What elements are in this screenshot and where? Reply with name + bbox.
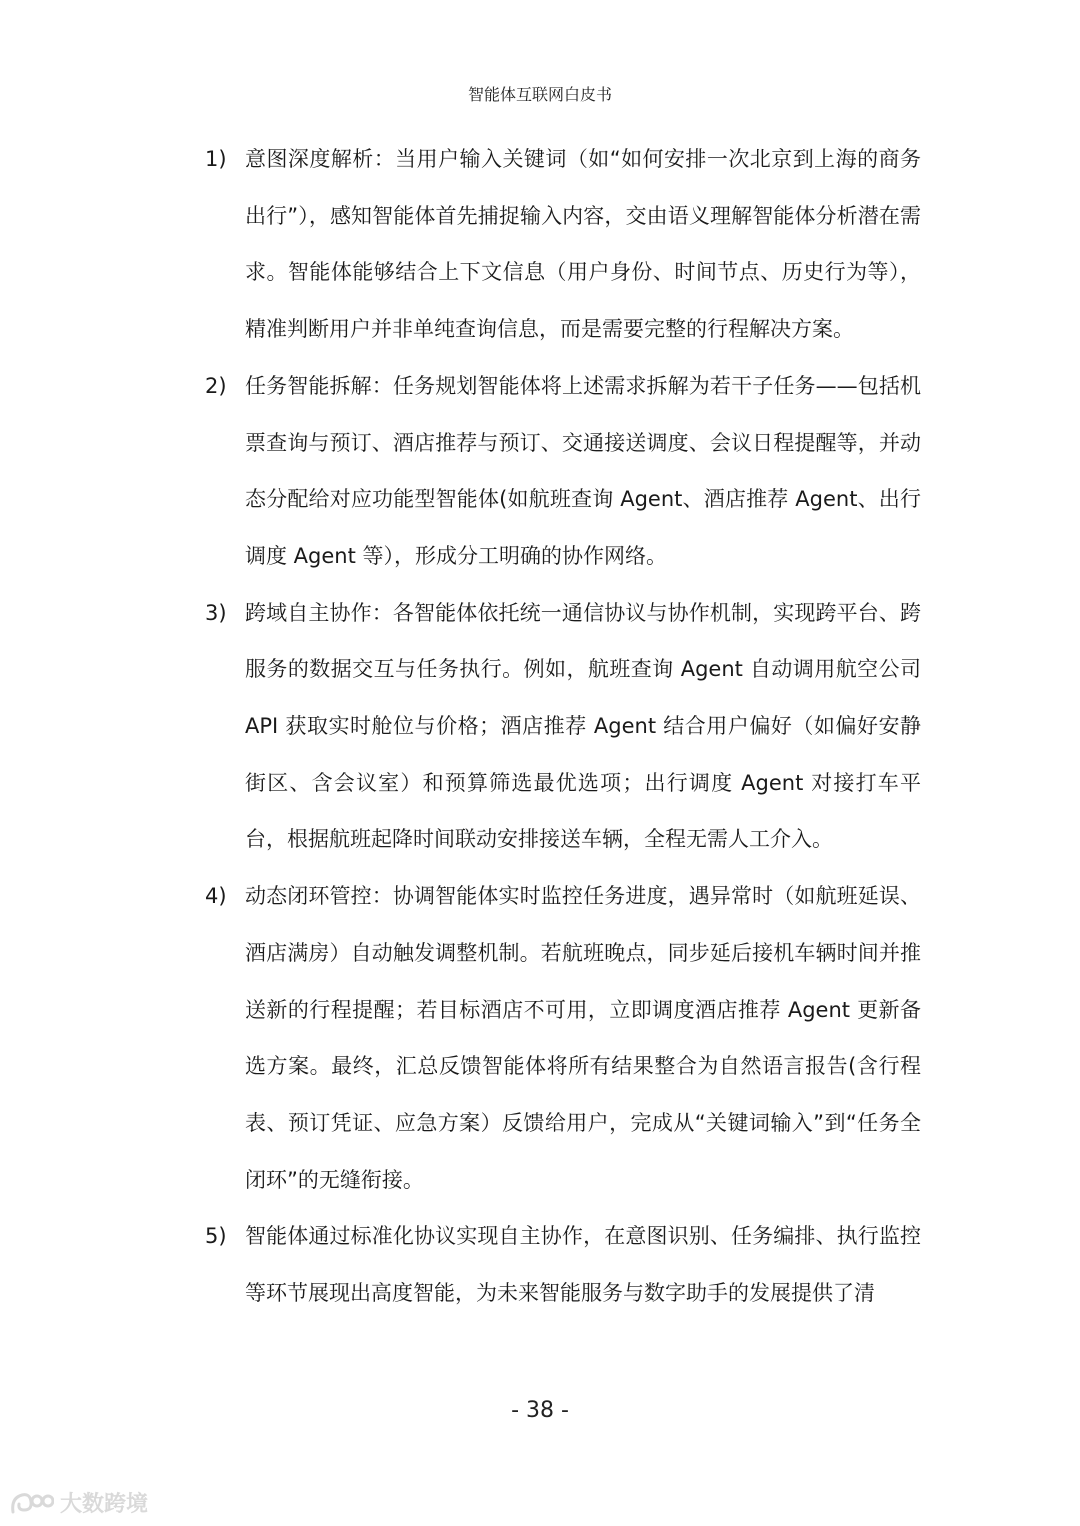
list-item-text: 动态闭环管控：协调智能体实时监控任务进度，遇异常时（如航班延误、酒店满房）自动触发调整机制。若航班晚点，同步延后接机车辆时间并推送新的行程提醒；若目标酒店不可用，立即调度酒店推荐 Agent 更新备选方案。最终，汇总反馈智能体将所有结果整合为自然语言报告(含行程表、预订凭证、应急方案）反馈给用户，完成从“关键词输入”到“任务全闭环”的无缝衔接。 [245,884,921,1192]
list-item [205,868,921,1208]
list-item [205,585,921,869]
list-item-number: 4) [205,884,227,909]
document-body [205,131,921,1322]
list-item-number: 3) [205,600,227,625]
watermark-text: 大数跨境 [60,1492,149,1517]
list-item-number: 1) [205,147,227,171]
list-item-text: 跨域自主协作：各智能体依托统一通信协议与协作机制，实现跨平台、跨服务的数据交互与任务执行。例如，航班查询 Agent 自动调用航空公司 API 获取实时舱位与价格；酒店推荐 Agent 结合用户偏好（如偏好安静街区、含会议室）和预算筛选最优选项；出行调度 Agent 对接打车平台，根据航班起降时间联动安排接送车辆，全程无需人工介入。 [245,600,921,852]
list-item [205,358,921,585]
brand-logo-icon [10,1490,54,1516]
list-item [205,131,921,358]
list-item [205,1208,921,1321]
page-number: - 38 - [511,1398,569,1423]
page-header: 智能体互联网白皮书 [467,85,612,104]
list-item-text: 智能体通过标准化协议实现自主协作，在意图识别、任务编排、执行监控等环节展现出高度智能，为未来智能服务与数字助手的发展提供了清 [245,1224,921,1306]
watermark [10,1487,148,1518]
list-item-text: 意图深度解析：当用户输入关键词（如“如何安排一次北京到上海的商务出行”），感知智能体首先捕捉输入内容，交由语义理解智能体分析潜在需求。智能体能够结合上下文信息（用户身份、时间节点、历史行为等），精准判断用户并非单纯查询信息，而是需要完整的行程解决方案。 [245,147,921,342]
list-item-number: 5) [205,1224,227,1249]
list-item-number: 2) [205,373,227,398]
list-item-text: 任务智能拆解：任务规划智能体将上述需求拆解为若干子任务——包括机票查询与预订、酒店推荐与预订、交通接送调度、会议日程提醒等，并动态分配给对应功能型智能体(如航班查询 Agent、酒店推荐 Agent、出行调度 Agent 等），形成分工明确的协作网络。 [245,373,921,568]
